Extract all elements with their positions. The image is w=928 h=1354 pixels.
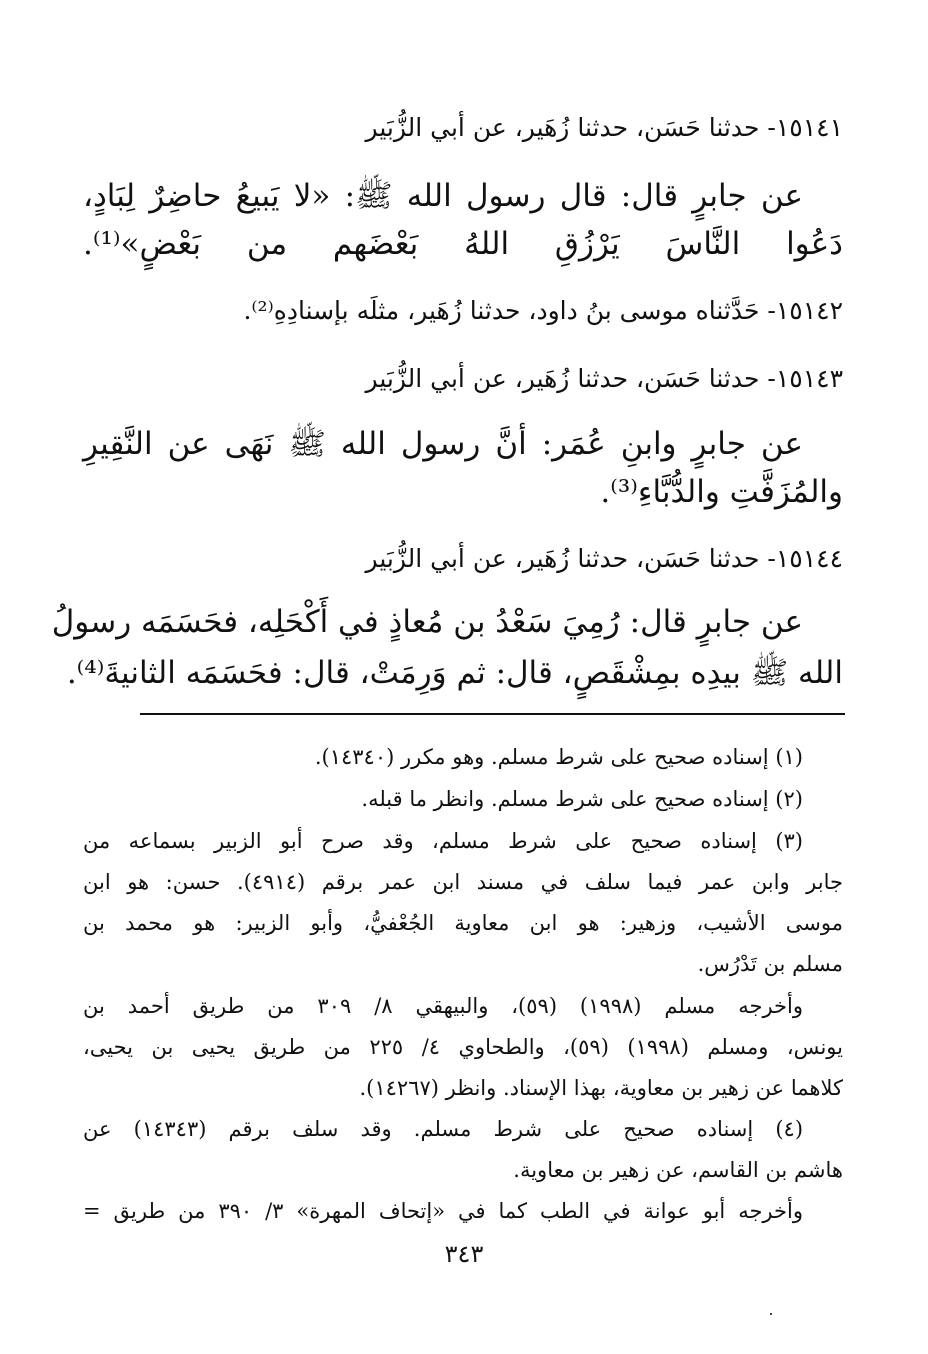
page-number: ٣٤٣ <box>444 1240 484 1268</box>
hadith-15143-text-line-2: والمُزَفَّتِ والدُّبَّاءِ⁽³⁾. <box>600 474 843 510</box>
hadith-15143-text-line-1: عن جابرٍ وابنِ عُمَر: أنَّ رسول الله ﷺ نَهَى عن النَّقِيرِ <box>83 426 803 462</box>
footnote-3-line-1: (٣) إسناده صحيح على شرط مسلم، وقد صرح أبو الزبير بسماعه من <box>83 829 803 853</box>
scan-speck <box>770 1313 772 1315</box>
hadith-15142-heading: ١٥١٤٢- حَدَّثناه موسى بنُ داود، حدثنا زُهَير، مثلَه بإسنادِهِ⁽²⁾. <box>243 296 843 325</box>
footnote-3-line-7: كلاهما عن زهير بن معاوية، بهذا الإسناد. وانظر (١٤٢٦٧). <box>359 1076 843 1100</box>
footnote-3-line-5: وأخرجه مسلم (١٩٩٨) (٥٩)، والبيهقي ٨/ ٣٠٩ من طريق أحمد بن <box>83 994 804 1018</box>
hadith-15141-heading: ١٥١٤١- حدثنا حَسَن، حدثنا زُهَير، عن أبي الزُّبَير <box>365 113 843 142</box>
hadith-15144-heading: ١٥١٤٤- حدثنا حَسَن، حدثنا زُهَير، عن أبي الزُّبَير <box>365 544 843 573</box>
footnote-3-line-4: مسلم بن تَدْرُس. <box>697 952 843 976</box>
hadith-15144-text-line-2: الله ﷺ بيدِه بمِشْقَصٍ، قال: ثم وَرِمَتْ، قال: فحَسَمَه الثانيةَ⁽⁴⁾. <box>66 655 843 691</box>
footnote-3-line-3: موسى الأشيب، وزهير: هو ابن معاوية الجُعْفيُّ، وأبو الزبير: هو محمد بن <box>83 911 843 935</box>
footnote-1: (١) إسناده صحيح على شرط مسلم. وهو مكرر (١٤٣٤٠). <box>314 745 803 769</box>
footnote-separator <box>140 713 845 715</box>
hadith-15143-heading: ١٥١٤٣- حدثنا حَسَن، حدثنا زُهَير، عن أبي الزُّبَير <box>365 364 843 393</box>
hadith-15141-text-line-1: عن جابرٍ قال: قال رسول الله ﷺ: «لا يَبيعُ حاضِرٌ لِبَادٍ، <box>83 178 803 214</box>
footnote-3-line-6: يونس، ومسلم (١٩٩٨) (٥٩)، والطحاوي ٤/ ٢٢٥ من طريق يحيى بن يحيى، <box>83 1035 843 1059</box>
footnote-4-line-2: هاشم بن القاسم، عن زهير بن معاوية. <box>513 1158 843 1182</box>
hadith-15141-text-line-2: دَعُوا النَّاسَ يَرْزُقِ اللهُ بَعْضَهم من بَعْضٍ»⁽¹⁾. <box>83 226 843 262</box>
footnote-4-line-3: وأخرجه أبو عوانة في الطب كما في «إتحاف المهرة» ٣/ ٣٩٠ من طريق = <box>83 1199 803 1223</box>
footnote-4-line-1: (٤) إسناده صحيح على شرط مسلم. وقد سلف برقم (١٤٣٤٣) عن <box>83 1117 804 1141</box>
footnote-2: (٢) إسناده صحيح على شرط مسلم. وانظر ما قبله. <box>361 787 803 811</box>
footnote-3-line-2: جابر وابن عمر فيما سلف في مسند ابن عمر برقم (٤٩١٤). حسن: هو ابن <box>83 870 843 894</box>
hadith-15144-text-line-1: عن جابرٍ قال: رُمِيَ سَعْدُ بن مُعاذٍ في أَكْحَلِه، فحَسَمَه رسولُ <box>51 604 803 640</box>
